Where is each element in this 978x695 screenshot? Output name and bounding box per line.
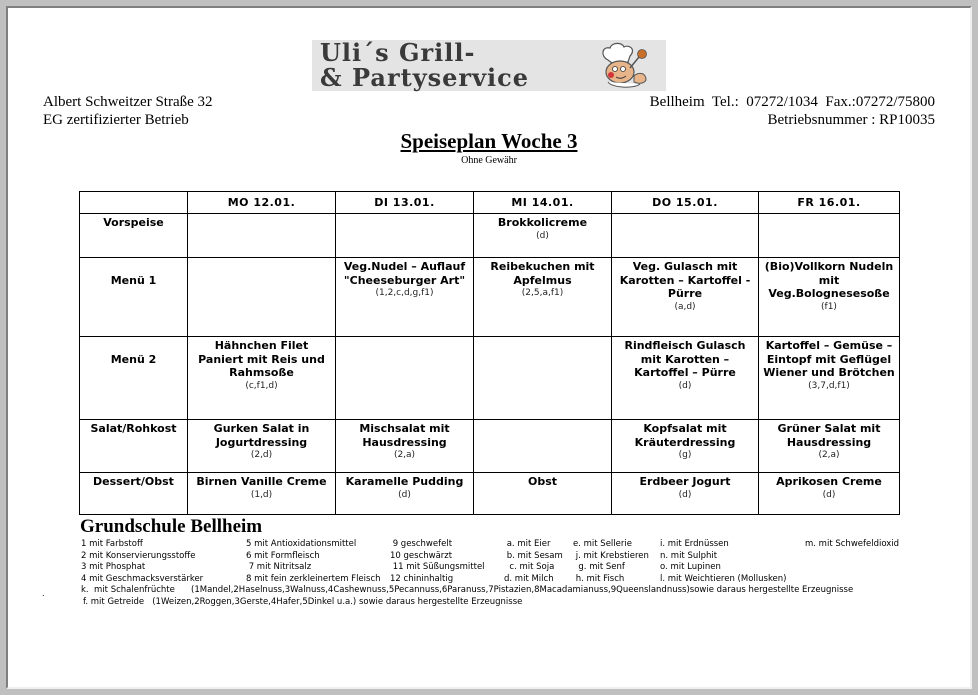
table-row-salat [80, 420, 900, 473]
legend-item: n. mit Sulphit [660, 550, 718, 561]
menu-cell [336, 473, 474, 515]
menu-cell [188, 337, 336, 420]
legend-item: g. mit Senf [573, 562, 625, 572]
menu-cell [188, 214, 336, 258]
allergen-codes: (d) [678, 380, 692, 391]
row-label: Dessert/Obst [80, 473, 188, 515]
legend-item: a. mit Eier [504, 539, 551, 549]
menu-cell [474, 420, 612, 473]
legend-additives-col-3 [390, 539, 485, 585]
table-row-vorspeise [80, 214, 900, 258]
menu-cell [336, 258, 474, 337]
dish-name: Aprikosen Creme [776, 475, 882, 488]
legend-item: 6 mit Formfleisch [246, 550, 320, 561]
legend-item: 10 geschwärzt [390, 550, 453, 561]
legend-item: 8 mit fein zerkleinertem Fleisch [246, 573, 381, 584]
menu-cell [759, 214, 900, 258]
allergen-codes: (3,7,d,f1) [808, 380, 850, 391]
company-address [43, 93, 213, 129]
allergen-codes: (f1) [821, 301, 837, 312]
phone-fax: Bellheim Tel.: 07272/1034 Fax.:07272/75800 [649, 94, 935, 110]
dish-name: Reibekuchen mit Apfelmus [490, 260, 595, 287]
legend-item: e. mit Sellerie [573, 539, 632, 549]
allergen-codes: (2,a) [393, 450, 416, 460]
menu-cell [336, 420, 474, 473]
dish-name: Gurken Salat in Jogurtdressing [213, 422, 310, 449]
legend-item: o. mit Lupinen [660, 562, 721, 572]
legend-additives-col-1 [81, 539, 203, 585]
dish-name: Veg. Gulasch mit Karotten – Kartoffel - Pürre [619, 260, 751, 300]
legend-item: l. mit Weichtieren (Mollusken) [660, 573, 787, 584]
column-header-monday: MO 12.01. [188, 192, 336, 214]
street-address: Albert Schweitzer Straße 32 [43, 94, 213, 110]
dish-name: Veg.Nudel – Auflauf "Cheeseburger Art" [343, 260, 466, 287]
legend-item-grain: f. mit Getreide (1Weizen,2Roggen,3Gerste,4Hafer,5Dinkel u.a.) sowie daraus hergestellte Erzeugnisse [83, 596, 523, 607]
dish-name: Karamelle Pudding [345, 475, 464, 488]
menu-cell [759, 420, 900, 473]
menu-cell [759, 337, 900, 420]
menu-cell [759, 473, 900, 515]
stray-mark: . [42, 589, 45, 598]
dish-name: Obst [527, 475, 558, 488]
business-number: Betriebsnummer : RP10035 [767, 112, 935, 128]
table-row-menu-2 [80, 337, 900, 420]
legend-allergens-col-2 [573, 539, 649, 585]
legend-item: i. mit Erdnüssen [660, 539, 729, 549]
menu-cell [474, 214, 612, 258]
company-contact [650, 93, 935, 129]
logo-line-2: & Partyservice [320, 63, 530, 92]
dish-name: Grüner Salat mit Hausdressing [777, 422, 881, 449]
allergen-codes: (d) [536, 230, 549, 241]
menu-cell [188, 258, 336, 337]
dish-name: Kartoffel – Gemüse – Eintopf mit Geflügel Wiener und Brötchen [763, 339, 895, 379]
legend-item: 2 mit Konservierungsstoffe [81, 550, 196, 561]
legend-item: 4 mit Geschmacksverstärker [81, 573, 204, 584]
chef-icon [594, 42, 660, 90]
row-label: Vorspeise [80, 214, 188, 258]
legend-additives-col-2 [246, 539, 381, 585]
allergen-codes: (d) [398, 489, 411, 500]
allergen-codes: (d) [678, 489, 692, 500]
disclaimer: Ohne Gewähr [461, 155, 517, 166]
legend-allergens-col-4 [805, 539, 899, 551]
menu-cell [612, 473, 759, 515]
legend-item: d. mit Milch [504, 573, 554, 584]
allergen-codes: (2,d) [250, 450, 273, 460]
legend-item: 1 mit Farbstoff [81, 539, 143, 549]
legend-item: j. mit Krebstieren [573, 550, 649, 561]
allergen-codes: (1,2,c,d,g,f1) [375, 288, 434, 298]
legend-allergens-col-1 [504, 539, 563, 585]
allergen-codes: (g) [678, 450, 692, 460]
legend-item: 7 mit Nitritsalz [246, 562, 312, 572]
legend-item: h. mit Fisch [573, 573, 625, 584]
dish-name: (Bio)Vollkorn Nudeln mit Veg.Bolognesesoße [764, 260, 894, 300]
menu-cell [612, 214, 759, 258]
row-label: Menü 2 [80, 337, 188, 420]
company-logo [312, 40, 666, 91]
legend-item: c. mit Soja [504, 562, 555, 572]
menu-cell [612, 337, 759, 420]
dish-name: Mischsalat mit Hausdressing [359, 422, 450, 449]
column-header [80, 192, 188, 214]
menu-cell [612, 420, 759, 473]
column-header-thursday: DO 15.01. [612, 192, 759, 214]
column-header-tuesday: DI 13.01. [336, 192, 474, 214]
menu-cell [759, 258, 900, 337]
allergen-codes: (2,5,a,f1) [521, 288, 564, 298]
legend-item-nuts: k. mit Schalenfrüchte (1Mandel,2Haselnuss,3Walnuss,4Cashewnuss,5Pecannuss,6Paranuss,7Pistazien,8Macadamianuss,9Queenslandnuss)sowie daraus hergestellte Erzeugnisse [81, 585, 854, 595]
menu-cell [612, 258, 759, 337]
dish-name: Kopfsalat mit Kräuterdressing [634, 422, 736, 449]
menu-cell [474, 258, 612, 337]
dish-name: Rindfleisch Gulasch mit Karotten – Kartoffel – Pürre [624, 339, 746, 379]
dish-name: Hähnchen Filet Paniert mit Reis und Rahmsoße [198, 339, 325, 379]
legend-allergens-col-3 [660, 539, 787, 585]
menu-cell [474, 473, 612, 515]
allergen-codes: (2,a) [818, 450, 840, 460]
allergen-codes: (c,f1,d) [245, 380, 278, 391]
dish-name: Brokkolicreme [497, 216, 588, 229]
legend-item: 9 geschwefelt [390, 539, 453, 549]
allergen-codes: (a,d) [674, 301, 696, 312]
legend-item: 12 chininhaltig [390, 573, 454, 584]
menu-cell [188, 420, 336, 473]
row-label: Menü 1 [80, 258, 188, 337]
dish-name: Birnen Vanille Creme [196, 475, 327, 488]
legend-item: m. mit Schwefeldioxid [805, 539, 900, 549]
menu-cell [474, 337, 612, 420]
table-header-row [80, 192, 900, 214]
column-header-wednesday: MI 14.01. [474, 192, 612, 214]
legend-item: 5 mit Antioxidationsmittel [246, 539, 357, 549]
page-title: Speiseplan Woche 3 [400, 129, 578, 153]
legend-nuts [81, 585, 853, 608]
allergen-codes: (1,d) [250, 489, 273, 500]
logo-line-1: Uli´s Grill- [320, 38, 476, 67]
legend-item: b. mit Sesam [504, 550, 563, 561]
legend-item: 3 mit Phosphat [81, 562, 146, 572]
dish-name: Erdbeer Jogurt [639, 475, 731, 488]
allergen-codes: (d) [822, 489, 836, 500]
certification-text: EG zertifizierter Betrieb [43, 112, 189, 128]
column-header-friday: FR 16.01. [759, 192, 900, 214]
table-row-dessert [80, 473, 900, 515]
menu-cell [188, 473, 336, 515]
menu-cell [336, 337, 474, 420]
table-row-menu-1 [80, 258, 900, 337]
menu-table [79, 191, 900, 515]
menu-cell [336, 214, 474, 258]
school-name: Grundschule Bellheim [80, 516, 263, 537]
legend-item: 11 mit Süßungsmittel [390, 562, 485, 572]
row-label: Salat/Rohkost [80, 420, 188, 473]
logo-text [320, 40, 529, 90]
